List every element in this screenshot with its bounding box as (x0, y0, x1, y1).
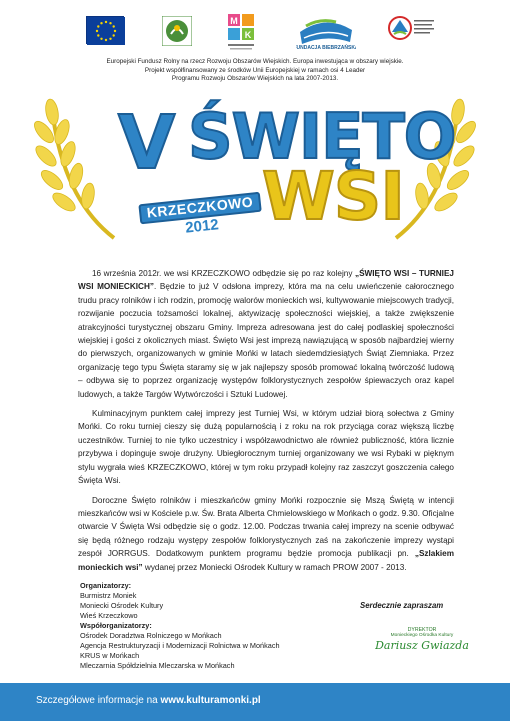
footer-info: Szczegółowe informacje na www.kulturamonki.pl (36, 695, 261, 706)
moniecki-osrodek-kultury-logo (226, 12, 256, 52)
website-link[interactable]: www.kulturamonki.pl (160, 695, 261, 706)
title-wsi: WSI (262, 158, 404, 235)
director-stamp (374, 627, 470, 667)
publication-title: „Szlakiem monieckich wsi” (78, 549, 454, 572)
footer-bar (0, 683, 510, 721)
director-signature: Dariusz Gwiazda (375, 639, 469, 652)
event-year: 2012 (184, 216, 220, 237)
organizer-item: Wieś Krzeczkowo (80, 611, 138, 620)
leader-logo (162, 16, 192, 46)
stamp-organization: Monieckiego Ośrodka Kultury (390, 633, 454, 638)
co-organizer-item: Mleczarnia Spółdzielnia Mleczarska w Mońkach (80, 661, 235, 670)
organizer-item: Moniecki Ośrodek Kultury (80, 601, 164, 610)
svg-text:K: K (244, 30, 252, 40)
logos-row (0, 10, 510, 56)
village-name: KRZECZKOWO (145, 193, 254, 221)
funding-line: Europejski Fundusz Rolny na rzecz Rozwoju Obszarów Wiejskich. Europa inwestująca w obszary wiejskie. (106, 58, 404, 65)
svg-text:M: M (230, 16, 238, 26)
funding-statement (60, 58, 450, 84)
title-swieto: ŚWIĘTO (188, 100, 456, 173)
paragraph-intro: 16 września 2012r. we wsi KRZECZKOWO odbędzie się po raz kolejny „ŚWIĘTO WSI – TURNIEJ WSI MONIECKICH”. Będzie to już V odsłona imprezy, która ma na celu uwieńczenie całorocznego trudu pracy rolników i ich rodzin, promocję walorów monieckich wsi, kultywowanie miejscowych tradycji, rozwijanie poczucia tożsamości lokalnej, aktywizację społeczności wiejskiej, a także zwiększenie atrakcyjności turystycznej obszaru Gminy. Impreza adresowana jest do całej podlaskiej społeczności wiejskiej i gości z okolicznych miast. Święto Wsi jest imprezą nawiązującą w sposób najbardziej wierny do pierwszych, organizowanych w gminie Mońki w latach siedemdziesiątych Świąt Ziemniaka. Przez organizację tego typu Święta staramy się w jak najlepszy sposób promować lokalną twórczość ludową – odbywa się to poprzez organizację występów folklorystycznych zespołów śpiewaczych oraz kapel ludowych, a także Targów Wytwórczości i Sztuki Ludowej. (78, 269, 454, 399)
co-organizer-item: KRUS w Mońkach (80, 651, 140, 660)
paragraph-program: Doroczne Święto rolników i mieszkańców gminy Mońki rozpocznie się Mszą Świętą w intencji mieszkańców wsi w Kościele p.w. Św. Brata Alberta Chmielowskiego w Mońkach o godz. 9.30. Oficjalne otwarcie V Święta Wsi odbędzie się o godz. 12.00. Podczas trwania całej imprezy na scenie odbywać się będą różnego rodzaju występy zespołów folklorystycznych zaś na zakończenie imprezy wystąpi zespół JORRGUS. Dodatkowym punktem programu będzie promocja publikacji pn. „Szlakiem monieckich wsi” wydanej przez Moniecki Ośrodek Kultury w ramach PROW 2007 - 2013. (78, 495, 454, 572)
paragraph-tournament: Kulminacyjnym punktem całej imprezy jest Turniej Wsi, w którym udział biorą sołectwa z Gminy Mońki. Co roku turniej cieszy się dużą popularnością i z roku na rok przyciąga coraz większą liczbę uczestników. Turniej to nie tylko uczestnicy i współzawodnictwo ale również publiczność, która licznie przybywa i dopinguje swoje drużyny. Ubiegłorocznym turniej organizowany we wsi Rybaki w pięknym stylu wygrała wieś KRZECZKOWO, której w tym roku przypadł kolejny raz zaszczyt goszczenia całego Święta Wsi. (78, 409, 454, 486)
stamp-title: DYREKTOR (407, 627, 437, 633)
village-badge (138, 188, 264, 247)
organizers-heading: Organizatorzy: (80, 581, 132, 590)
wheat-left-icon (22, 88, 132, 248)
co-organizer-item: Ośrodek Doradztwa Rolniczego w Mońkach (80, 631, 222, 640)
funding-line: Programu Rozwoju Obszarów Wiejskich na lata 2007-2013. (171, 75, 339, 83)
announcement-body (78, 267, 454, 580)
closing-invitation: Serdecznie zapraszam (360, 601, 444, 610)
eu-flag-logo (86, 16, 124, 44)
organizer-item: Burmistrz Moniek (80, 591, 137, 600)
prow-logo (386, 12, 438, 52)
organizers-block (80, 581, 330, 671)
event-name: „ŚWIĘTO WSI – TURNIEJ WSI MONIECKICH” (78, 269, 454, 292)
co-organizers-heading: Współorganizatorzy: (80, 621, 152, 630)
fundacja-biebrzanska-logo (296, 12, 356, 52)
title-roman-numeral: V (118, 100, 174, 186)
co-organizer-item: Agencja Restrukturyzacji i Modernizacji Rolnictwa w Mońkach (80, 641, 280, 650)
svg-text:FUNDACJA BIEBRZAŃSKA: FUNDACJA BIEBRZAŃSKA (296, 45, 356, 51)
event-title-graphic (0, 88, 510, 258)
funding-line: Projekt współfinansowany ze środków Unii Europejskiej w ramach osi 4 Leader (144, 66, 366, 74)
